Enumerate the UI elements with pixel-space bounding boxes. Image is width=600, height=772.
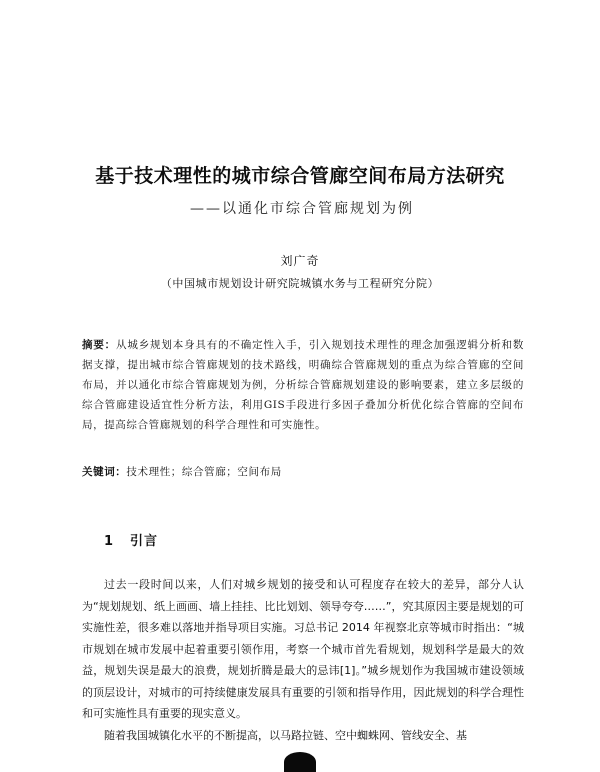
abstract-label: 摘要：	[82, 339, 117, 351]
author-affiliation: （中国城市规划设计研究院城镇水务与工程研究分院）	[160, 277, 440, 290]
keywords	[82, 464, 524, 479]
paragraph: 随着我国城镇化水平的不断提高，以马路拉链、空中蜘蛛网、管线安全、基	[104, 728, 467, 742]
paper-title: 基于技术理性的城市综合管廊空间布局方法研究	[95, 165, 505, 187]
section-heading	[104, 530, 158, 549]
page-edge-mark	[284, 752, 316, 772]
keywords-label: 关键词：	[82, 466, 127, 478]
paragraph: 过去一段时间以来，人们对城乡规划的接受和认可程度存在较大的差异，部分人认为“规划规划、纸上画画、墙上挂挂、比比划划、领导夸夸……”，究其原因主要是规划的可实施性差，很多难以落地并指导项目实施。习总书记 2014 年视察北京等城市时指出：“城市规划在城市发展中起着重要引领作用，考察一个城市首先看规划，规划科学是最大的效益，规划失误是最大的浪费，规划折腾是最大的忌讳[1]。”城乡规划作为我国城市建设领域的顶层设计，对城市的可持续健康发展具有重要的引领和指导作用，因此规划的科学合理性和可实施性具有重要的现实意义。	[82, 578, 524, 720]
section-title: 引言	[130, 534, 159, 549]
section-number: 1	[104, 534, 115, 549]
body-text	[82, 574, 524, 746]
paper-subtitle: ——以通化市综合管廊规划为例	[190, 201, 414, 217]
keywords-text: 技术理性；综合管廊；空间布局	[126, 466, 282, 478]
author-name: 刘广奇	[280, 254, 320, 268]
abstract	[82, 335, 524, 435]
abstract-text: 从城乡规划本身具有的不确定性入手，引入规划技术理性的理念加强逻辑分析和数据支撑，提出城市综合管廊规划的技术路线，明确综合管廊规划的重点为综合管廊的空间布局，并以通化市综合管廊规划为例，分析综合管廊规划建设的影响要素，建立多层级的综合管廊建设适宜性分析方法，利用GIS手段进行多因子叠加分析优化综合管廊的空间布局，提高综合管廊规划的科学合理性和可实施性。	[82, 339, 524, 431]
